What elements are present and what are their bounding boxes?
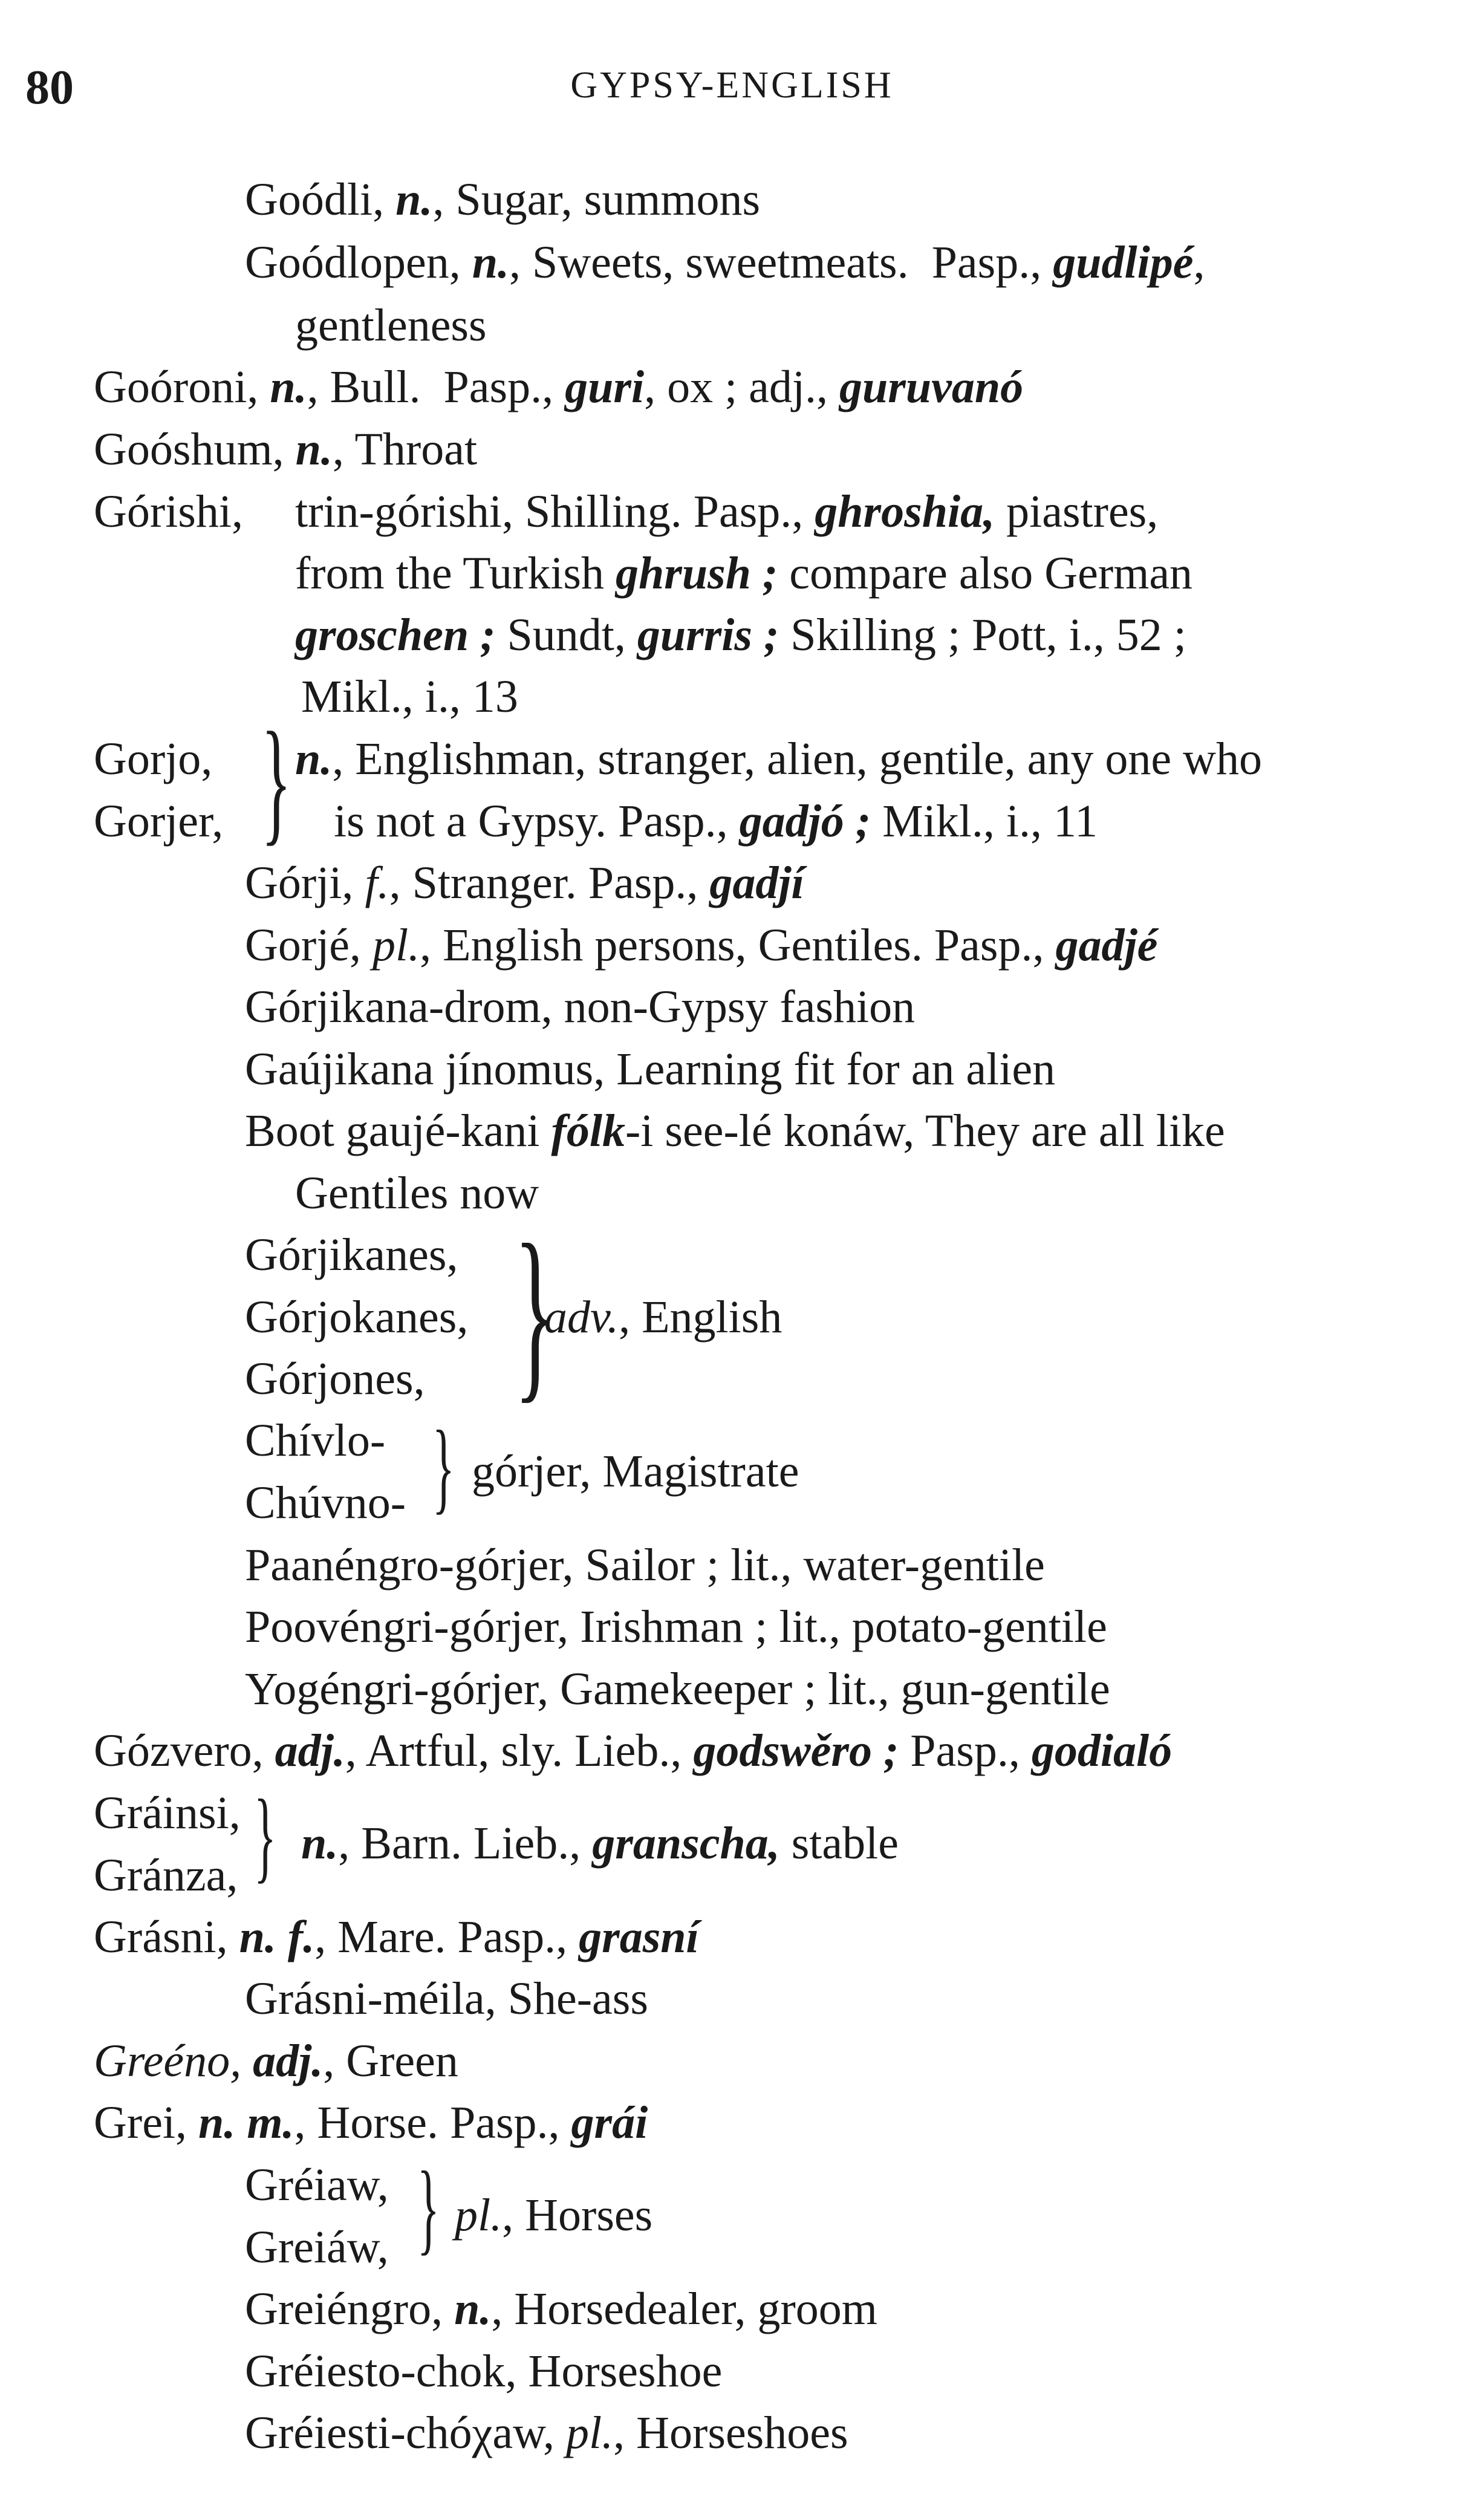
- page-header: [0, 56, 1464, 122]
- entry-greiaw-headword-1: Gréiaw,: [245, 2160, 389, 2210]
- running-head: GYPSY-ENGLISH: [570, 65, 894, 106]
- entry-greiengro: Greiéngro, n., Horsedealer, groom: [245, 2284, 877, 2334]
- entry-gorjikanes-headword-1: Górjikanes,: [245, 1229, 458, 1280]
- brace-greiaw: }: [417, 2150, 440, 2264]
- entry-gorjo-line-2: is not a Gypsy. Pasp., gadjó ; Mikl., i., 11: [334, 796, 1098, 847]
- entry-greeno: Greéno, adj., Green: [94, 2036, 458, 2086]
- entry-greiaw-gloss: pl., Horses: [455, 2190, 653, 2241]
- entry-gorjo-headword-2: Gorjer,: [94, 796, 224, 847]
- brace-chivlo: }: [432, 1410, 455, 1523]
- entry-gorjikanes-headword-2: Górjokanes,: [245, 1292, 469, 1343]
- entry-greiaw-headword-2: Greiáw,: [245, 2222, 389, 2273]
- entry-poovengri: Poovéngri-górjer, Irishman ; lit., potato-gentile: [245, 1601, 1107, 1652]
- entry-greiesto: Gréiesto-chok, Horseshoe: [245, 2346, 723, 2397]
- entry-gozvero: Gózvero, adj., Artful, sly. Lieb., godswěro ; Pasp., godialó: [94, 1725, 1173, 1776]
- entry-grainsi-gloss: n., Barn. Lieb., granscha, stable: [301, 1818, 899, 1869]
- entry-gorishi-line-2: from the Turkish ghrush ; compare also German: [295, 548, 1193, 599]
- entry-goodli: Goódli, n., Sugar, summons: [245, 174, 761, 225]
- brace-gorjikanes: }: [514, 1205, 556, 1419]
- entry-grasni-meila: Grásni-méila, She-ass: [245, 1973, 648, 2024]
- entry-yogengri: Yogéngri-górjer, Gamekeeper ; lit., gun-gentile: [245, 1664, 1110, 1714]
- entry-chivlo-gloss: górjer, Magistrate: [472, 1446, 799, 1497]
- entry-goodlopen-cont: gentleness: [295, 300, 487, 351]
- entry-goodlopen: Goódlopen, n., Sweets, sweetmeats. Pasp., gudlipé,: [245, 237, 1205, 288]
- entry-gorjo-headword-1: Gorjo,: [94, 734, 213, 784]
- entry-boot-line-1: Boot gaujé-kani fólk-i see-lé konáw, They are all like: [245, 1105, 1225, 1156]
- entry-paanengro: Paanéngro-górjer, Sailor ; lit., water-gentile: [245, 1540, 1045, 1590]
- entry-boot-line-2: Gentiles now: [295, 1168, 539, 1219]
- entry-gooshum: Goóshum, n., Throat: [94, 424, 478, 475]
- entry-chivlo-headword-1: Chívlo-: [245, 1415, 386, 1466]
- entry-gorje: Gorjé, pl., English persons, Gentiles. Pasp., gadjé: [245, 920, 1158, 971]
- entry-grainsi-headword-2: Gránza,: [94, 1850, 238, 1901]
- brace-gorjo: }: [261, 703, 291, 858]
- entry-gorishi-headword: Górishi,: [94, 486, 243, 537]
- entry-chivlo-headword-2: Chúvno-: [245, 1477, 406, 1528]
- entry-gorjikana-drom: Górjikana-drom, non-Gypsy fashion: [245, 982, 916, 1032]
- entry-gorishi-line-1: trin-górishi, Shilling. Pasp., ghroshia, piastres,: [295, 486, 1159, 537]
- entry-grei: Grei, n. m., Horse. Pasp., grái: [94, 2097, 648, 2148]
- entry-gaujikana: Gaújikana jínomus, Learning fit for an alien: [245, 1044, 1056, 1095]
- page-number: 80: [25, 61, 74, 114]
- entry-grainsi-headword-1: Gráinsi,: [94, 1788, 241, 1838]
- entry-gorjikanes-headword-3: Górjones,: [245, 1353, 425, 1404]
- brace-grainsi: }: [254, 1779, 276, 1892]
- entry-grasni: Grásni, n. f., Mare. Pasp., grasní: [94, 1912, 699, 1962]
- entry-gorjikanes-gloss: adv., English: [544, 1292, 782, 1343]
- entry-gooroni: Goóroni, n., Bull. Pasp., guri, ox ; adj., guruvanó: [94, 362, 1024, 412]
- entry-gorishi-line-4: Mikl., i., 13: [301, 671, 518, 722]
- entry-greiesti: Gréiesti-chóχaw, pl., Horseshoes: [245, 2408, 848, 2458]
- entry-gorishi-line-3: groschen ; Sundt, gurris ; Skilling ; Pott, i., 52 ;: [295, 610, 1186, 660]
- entry-gorjo-line-1: n., Englishman, stranger, alien, gentile, any one who: [295, 734, 1262, 784]
- entry-gorji: Górji, f., Stranger. Pasp., gadjí: [245, 858, 804, 908]
